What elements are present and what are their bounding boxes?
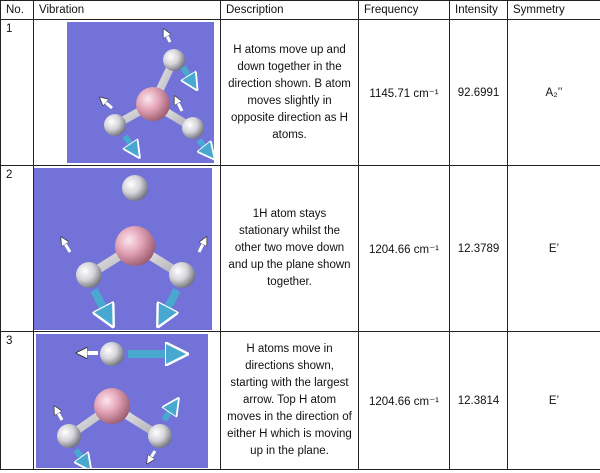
header-intensity: Intensity — [450, 1, 508, 20]
vibration-mode-2-image — [34, 168, 212, 330]
hydrogen-atom — [104, 114, 126, 136]
vibration-cell — [34, 332, 221, 470]
header-symmetry: Symmetry — [508, 1, 600, 20]
table-row — [1, 166, 600, 332]
row-number: 3 — [1, 332, 34, 470]
header-description: Description — [221, 1, 359, 20]
hydrogen-atom — [148, 424, 172, 448]
hydrogen-atom — [57, 424, 81, 448]
row-intensity: 12.3789 — [450, 166, 508, 332]
row-intensity: 92.6991 — [450, 20, 508, 166]
vibration-cell — [34, 166, 221, 332]
hydrogen-atom — [182, 117, 204, 139]
boron-atom — [115, 226, 155, 266]
row-frequency: 1204.66 cm⁻¹ — [359, 166, 450, 332]
row-number: 1 — [1, 20, 34, 166]
row-frequency: 1204.66 cm⁻¹ — [359, 332, 450, 470]
hydrogen-atom — [122, 175, 148, 201]
hydrogen-atom — [169, 262, 195, 288]
boron-atom — [136, 87, 170, 121]
row-description: H atoms move up and down together in the direction shown. B atom moves slightly in opposite direction as H atoms. — [221, 20, 359, 166]
row-intensity: 12.3814 — [450, 332, 508, 470]
hydrogen-atom — [100, 342, 124, 366]
vibration-cell — [34, 20, 221, 166]
row-symmetry: A₂’’ — [508, 20, 600, 166]
boron-atom — [94, 388, 130, 424]
vibration-mode-3-image — [36, 334, 208, 468]
table-row — [1, 20, 600, 166]
table-header-row — [1, 1, 600, 20]
row-symmetry: E’ — [508, 166, 600, 332]
header-no: No. — [1, 1, 34, 20]
hydrogen-atom — [76, 262, 102, 288]
vibration-mode-1-image — [67, 22, 214, 163]
table-row — [1, 332, 600, 470]
row-number: 2 — [1, 166, 34, 332]
row-description: H atoms move in directions shown, starting with the largest arrow. Top H atom moves in the direction of either H which is moving up in the plane. — [221, 332, 359, 470]
header-frequency: Frequency — [359, 1, 450, 20]
row-frequency: 1145.71 cm⁻¹ — [359, 20, 450, 166]
row-description: 1H atom stays stationary whilst the other two move down and up the plane shown together. — [221, 166, 359, 332]
hydrogen-atom — [163, 49, 185, 71]
row-symmetry: E’ — [508, 332, 600, 470]
header-vibration: Vibration — [34, 1, 221, 20]
